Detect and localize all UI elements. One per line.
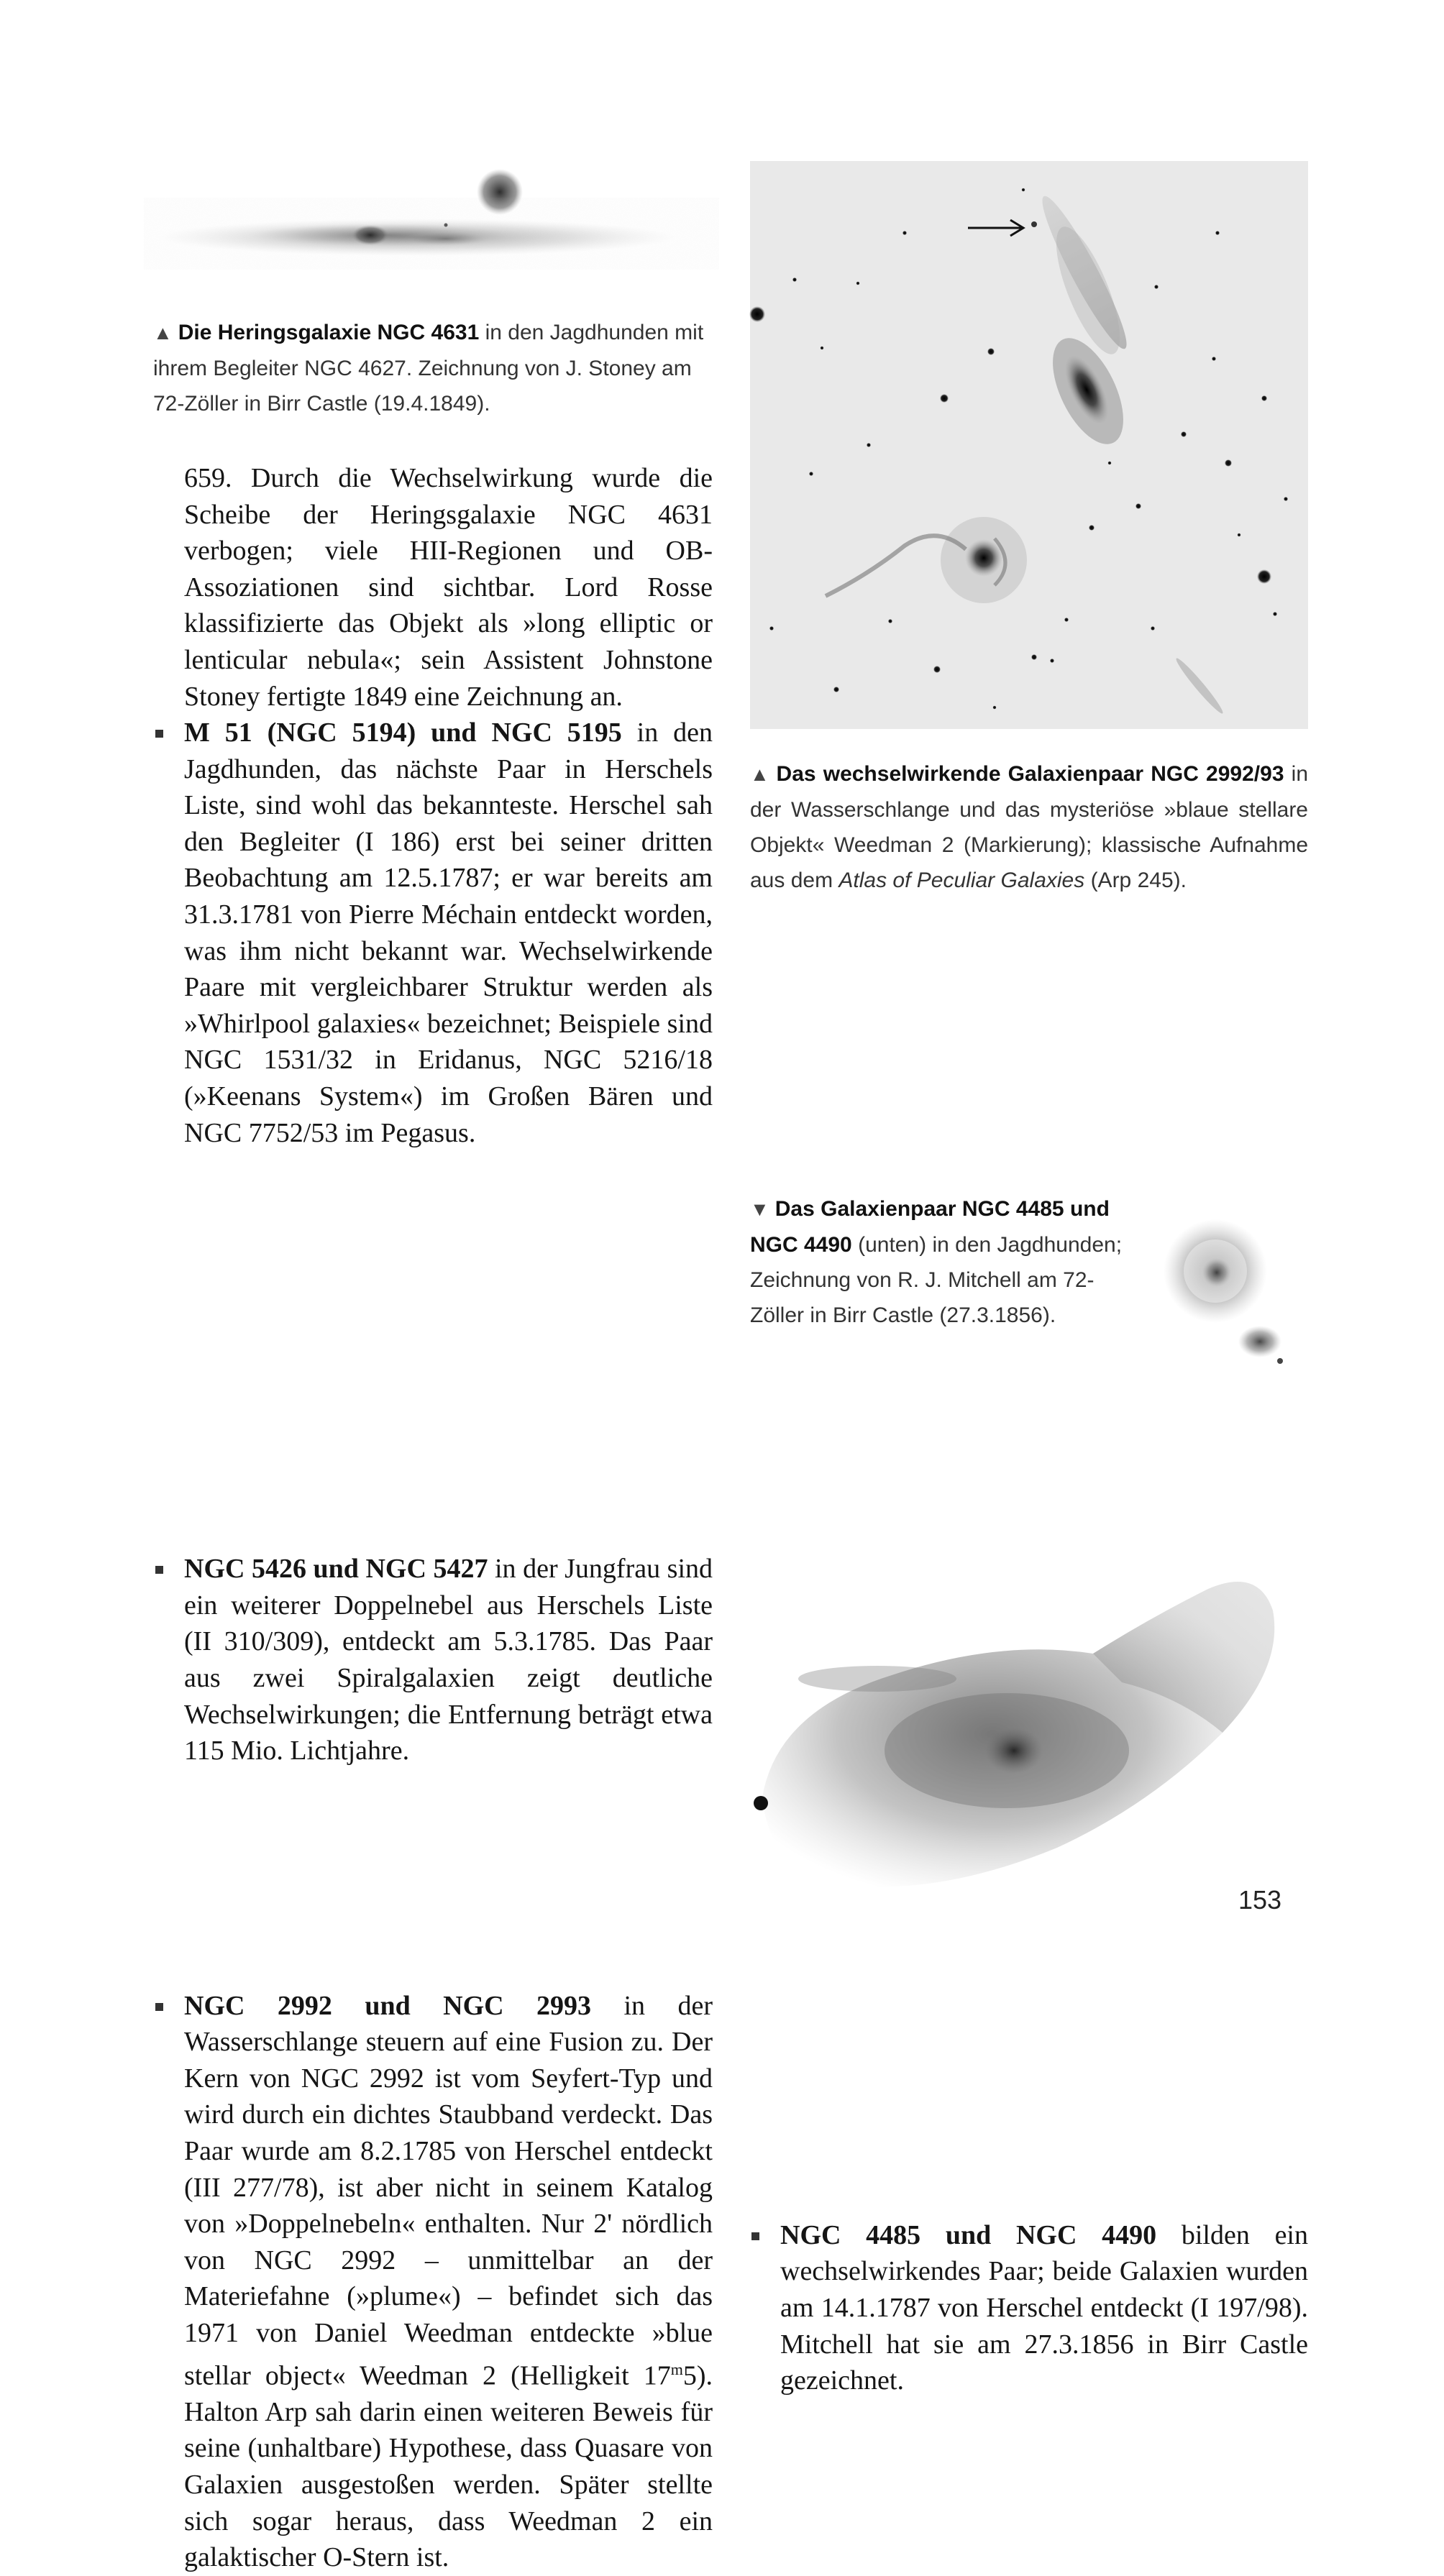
item-m51-title: M 51 (NGC 5194) und NGC 5195 (184, 718, 622, 748)
item-ngc5426 (184, 1551, 713, 1769)
caption-pair4485-text: (unten) in den Jagdhunden; Zeichnung von R. J. Mitchell am 72-Zöller in Birr Castle (27.3.1856). (750, 1233, 1123, 1327)
ngc4490-large-drawing (748, 1567, 1309, 1912)
item-ngc2992 (184, 1988, 713, 2576)
caption-pair4485 (750, 1191, 1124, 1333)
item-ngc4485-title: NGC 4485 und NGC 4490 (780, 2219, 1157, 2250)
caption-pair2992-text2: (Arp 245). (1084, 868, 1187, 892)
item-ngc5426-title: NGC 5426 und NGC 5427 (184, 1554, 488, 1585)
item-ngc4485 (780, 2217, 1308, 2399)
caption-pair2992 (750, 756, 1308, 898)
up-triangle-icon: ▲ (153, 322, 173, 344)
up-triangle-icon: ▲ (750, 764, 771, 785)
caption-pair4485-title: Das Galaxienpaar NGC 4485 und NGC 4490 (750, 1197, 1110, 1257)
item-ngc2992-mag: m (670, 2360, 683, 2378)
herring-galaxy-drawing (144, 155, 719, 298)
item-ngc2992-text1: in der Wasserschlange steuern auf eine Fusion zu. Der Kern von NGC 2992 ist vom Seyfert-Typ und wird durch ein dichtes Staubband verdeckt. Das Paar wurde am 8.2.1785 von Herschel entdeckt (III 277/78), ist aber nicht in seinem Katalog von »Doppelnebeln« enthalten. Nur 2' nördlich von NGC 2992 – unmittelbar an der Materiefahne (»plume«) – befindet sich das 1971 von Daniel Weedman entdeckte »blue stellar object« Weedman 2 (Helligkeit 17 (184, 1990, 713, 2391)
page-number: 153 (1238, 1885, 1282, 1915)
caption-pair2992-title: Das wechselwirkende Galaxienpaar NGC 2992/93 (776, 762, 1284, 786)
item-m51-text: in den Jagdhunden, das nächste Paar in Herschels Liste, sind wohl das bekannteste. Herschel sah den Begleiter (I 186) erst bei seiner dritten Beobachtung am 12.5.1787; er war bereits am 31.3.1781 von Pierre Méchain entdeckt worden, was ihm nicht bekannt war. Wechselwirkende Paare mit vergleichbarer Struktur werden als »Whirlpool galaxies« bezeichnet; Beispiele sind NGC 1531/32 in Eridanus, NGC 5216/18 (»Keenans System«) im Großen Bären und NGC 7752/53 im Pegasus. (184, 718, 713, 1148)
caption-herring-title: Die Heringsgalaxie NGC 4631 (178, 321, 480, 344)
caption-herring-text: in den Jagdhunden mit ihrem Begleiter NGC 4627. Zeichnung von J. Stoney am 72-Zöller in Birr Castle (19.4.1849). (153, 321, 704, 416)
item-659-text: 659. Durch die Wechselwirkung wurde die Scheibe der Heringsgalaxie NGC 4631 verbogen; viele HII-Regionen und OB-Assoziationen sind sichtbar. Lord Rosse klassifizierte das Objekt als »long elliptic or lenticular nebula«; sein Assistent Johnstone Stoney fertigte 1849 eine Zeichnung an. (184, 463, 713, 712)
caption-pair2992-italic: Atlas of Peculiar Galaxies (838, 868, 1085, 892)
caption-herring (153, 315, 713, 421)
item-ngc2992-title: NGC 2992 und NGC 2993 (184, 1990, 592, 2021)
item-ngc2992-text2: 5). Halton Arp sah darin einen weiteren Beweis für seine (unhaltbare) Hypothese, dass Quasare von Galaxien ausgestoßen werden. Später stellte sich sogar heraus, dass Weedman 2 ein galaktischer O-Stern ist. (184, 2360, 713, 2573)
ngc2992-photo (750, 161, 1308, 729)
down-triangle-icon: ▼ (750, 1198, 769, 1220)
item-m51 (184, 715, 713, 1151)
item-ngc4485-text: bilden ein wechselwirkendes Paar; beide Galaxien wurden am 14.1.1787 von Herschel entdeckt (I 197/98). Mitchell hat sie am 27.3.1856 in Birr Castle gezeichnet. (780, 2219, 1308, 2396)
caption-pair2992-text1: in der Wasserschlange und das mysteriöse »blaue stellare Objekt« Weedman 2 (Markierung); klassische Aufnahme aus dem (750, 762, 1308, 892)
ngc4485-small-drawing (1158, 1214, 1294, 1386)
item-659 (184, 460, 713, 715)
item-ngc5426-text: in der Jungfrau sind ein weiterer Doppelnebel aus Herschels Liste (II 310/309), entdeckt am 5.3.1785. Das Paar aus zwei Spiralgalaxien zeigt deutliche Wechselwirkungen; die Entfernung beträgt etwa 115 Mio. Lichtjahre. (184, 1554, 713, 1766)
